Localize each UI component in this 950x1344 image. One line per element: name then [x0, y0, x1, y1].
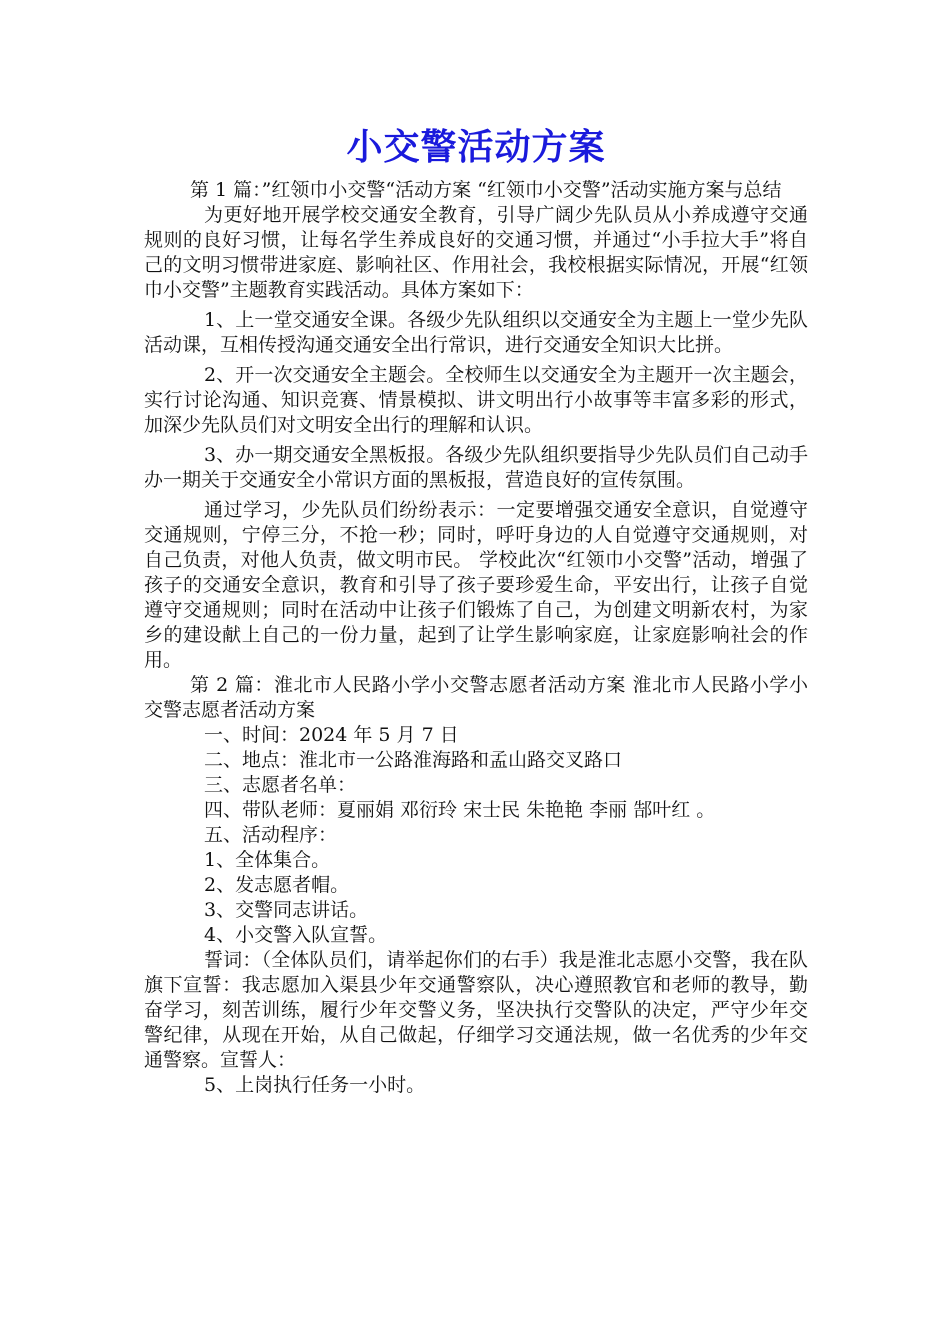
paragraph-item-3: 3、办一期交通安全黑板报。各级少先队组织要指导少先队员们自己动手办一期关于交通安全小常识方面的黑板报，营造良好的宣传氛围。 — [144, 444, 808, 491]
paragraph-step-5: 5、上岗执行任务一小时。 — [204, 1074, 426, 1096]
paragraph-part2-heading: 第 2 篇：淮北市人民路小学小交警志愿者活动方案 淮北市人民路小学小交警志愿者活动方案 — [144, 674, 808, 721]
paragraph-procedure: 五、活动程序： — [204, 824, 338, 846]
document-page — [144, 118, 808, 1098]
paragraph-step-4: 4、小交警入队宣誓。 — [204, 924, 388, 946]
document-title: 小交警活动方案 — [346, 127, 606, 168]
paragraph-item-2: 2、开一次交通安全主题会。全校师生以交通安全为主题开一次主题会，实行讨论沟通、知识竞赛、情景模拟、讲文明出行小故事等丰富多彩的形式，加深少先队员们对文明安全出行的理解和认识。 — [144, 364, 808, 436]
paragraph-step-3: 3、交警同志讲话。 — [204, 899, 369, 921]
paragraph-teachers: 四、带队老师：夏丽娟 邓衍玲 宋士民 朱艳艳 李丽 郜叶红 。 — [204, 799, 716, 821]
paragraph-summary: 通过学习，少先队员们纷纷表示：一定要增强交通安全意识，自觉遵守交通规则，宁停三分，不抢一秒；同时，呼吁身边的人自觉遵守交通规则，对自己负责，对他人负责，做文明市民。 学校此次“红领巾小交警”活动，增强了孩子的交通安全意识，教育和引导了孩子要珍爱生命，平安出行，让孩子自觉遵守交通规则；同时在活动中让孩子们锻炼了自己，为创建文明新农村，为家乡的建设献上自己的一份力量，起到了让学生影响家庭，让家庭影响社会的作用。 — [144, 499, 808, 671]
paragraph-item-1: 1、上一堂交通安全课。各级少先队组织以交通安全为主题上一堂少先队活动课，互相传授沟通交通安全出行常识，进行交通安全知识大比拼。 — [144, 309, 808, 356]
paragraph-step-2: 2、发志愿者帽。 — [204, 874, 350, 896]
paragraph-step-1: 1、全体集合。 — [204, 849, 331, 871]
paragraph-part1-heading: 第 1 篇：”红领巾小交警“活动方案 “红领巾小交警”活动实施方案与总结 — [190, 179, 782, 201]
paragraph-volunteers: 三、志愿者名单： — [204, 774, 357, 796]
paragraph-time: 一、时间：2024 年 5 月 7 日 — [204, 724, 459, 746]
paragraph-location: 二、地点：淮北市一公路淮海路和孟山路交叉路口 — [204, 749, 623, 771]
paragraph-intro: 为更好地开展学校交通安全教育，引导广阔少先队员从小养成遵守交通规则的良好习惯，让每名学生养成良好的交通习惯，并通过“小手拉大手”将自己的文明习惯带进家庭、影响社区、作用社会，我校根据实际情况，开展“红领巾小交警”主题教育实践活动。具体方案如下： — [144, 204, 808, 301]
paragraph-oath: 誓词：（全体队员们，请举起你们的右手）我是淮北志愿小交警，我在队旗下宣誓：我志愿加入渠县少年交通警察队，决心遵照教官和老师的教导，勤奋学习，刻苦训练，履行少年交警义务，坚决执行交警队的决定，严守少年交警纪律，从现在开始，从自己做起，仔细学习交通法规，做一名优秀的少年交通警察。宣誓人： — [144, 949, 808, 1071]
